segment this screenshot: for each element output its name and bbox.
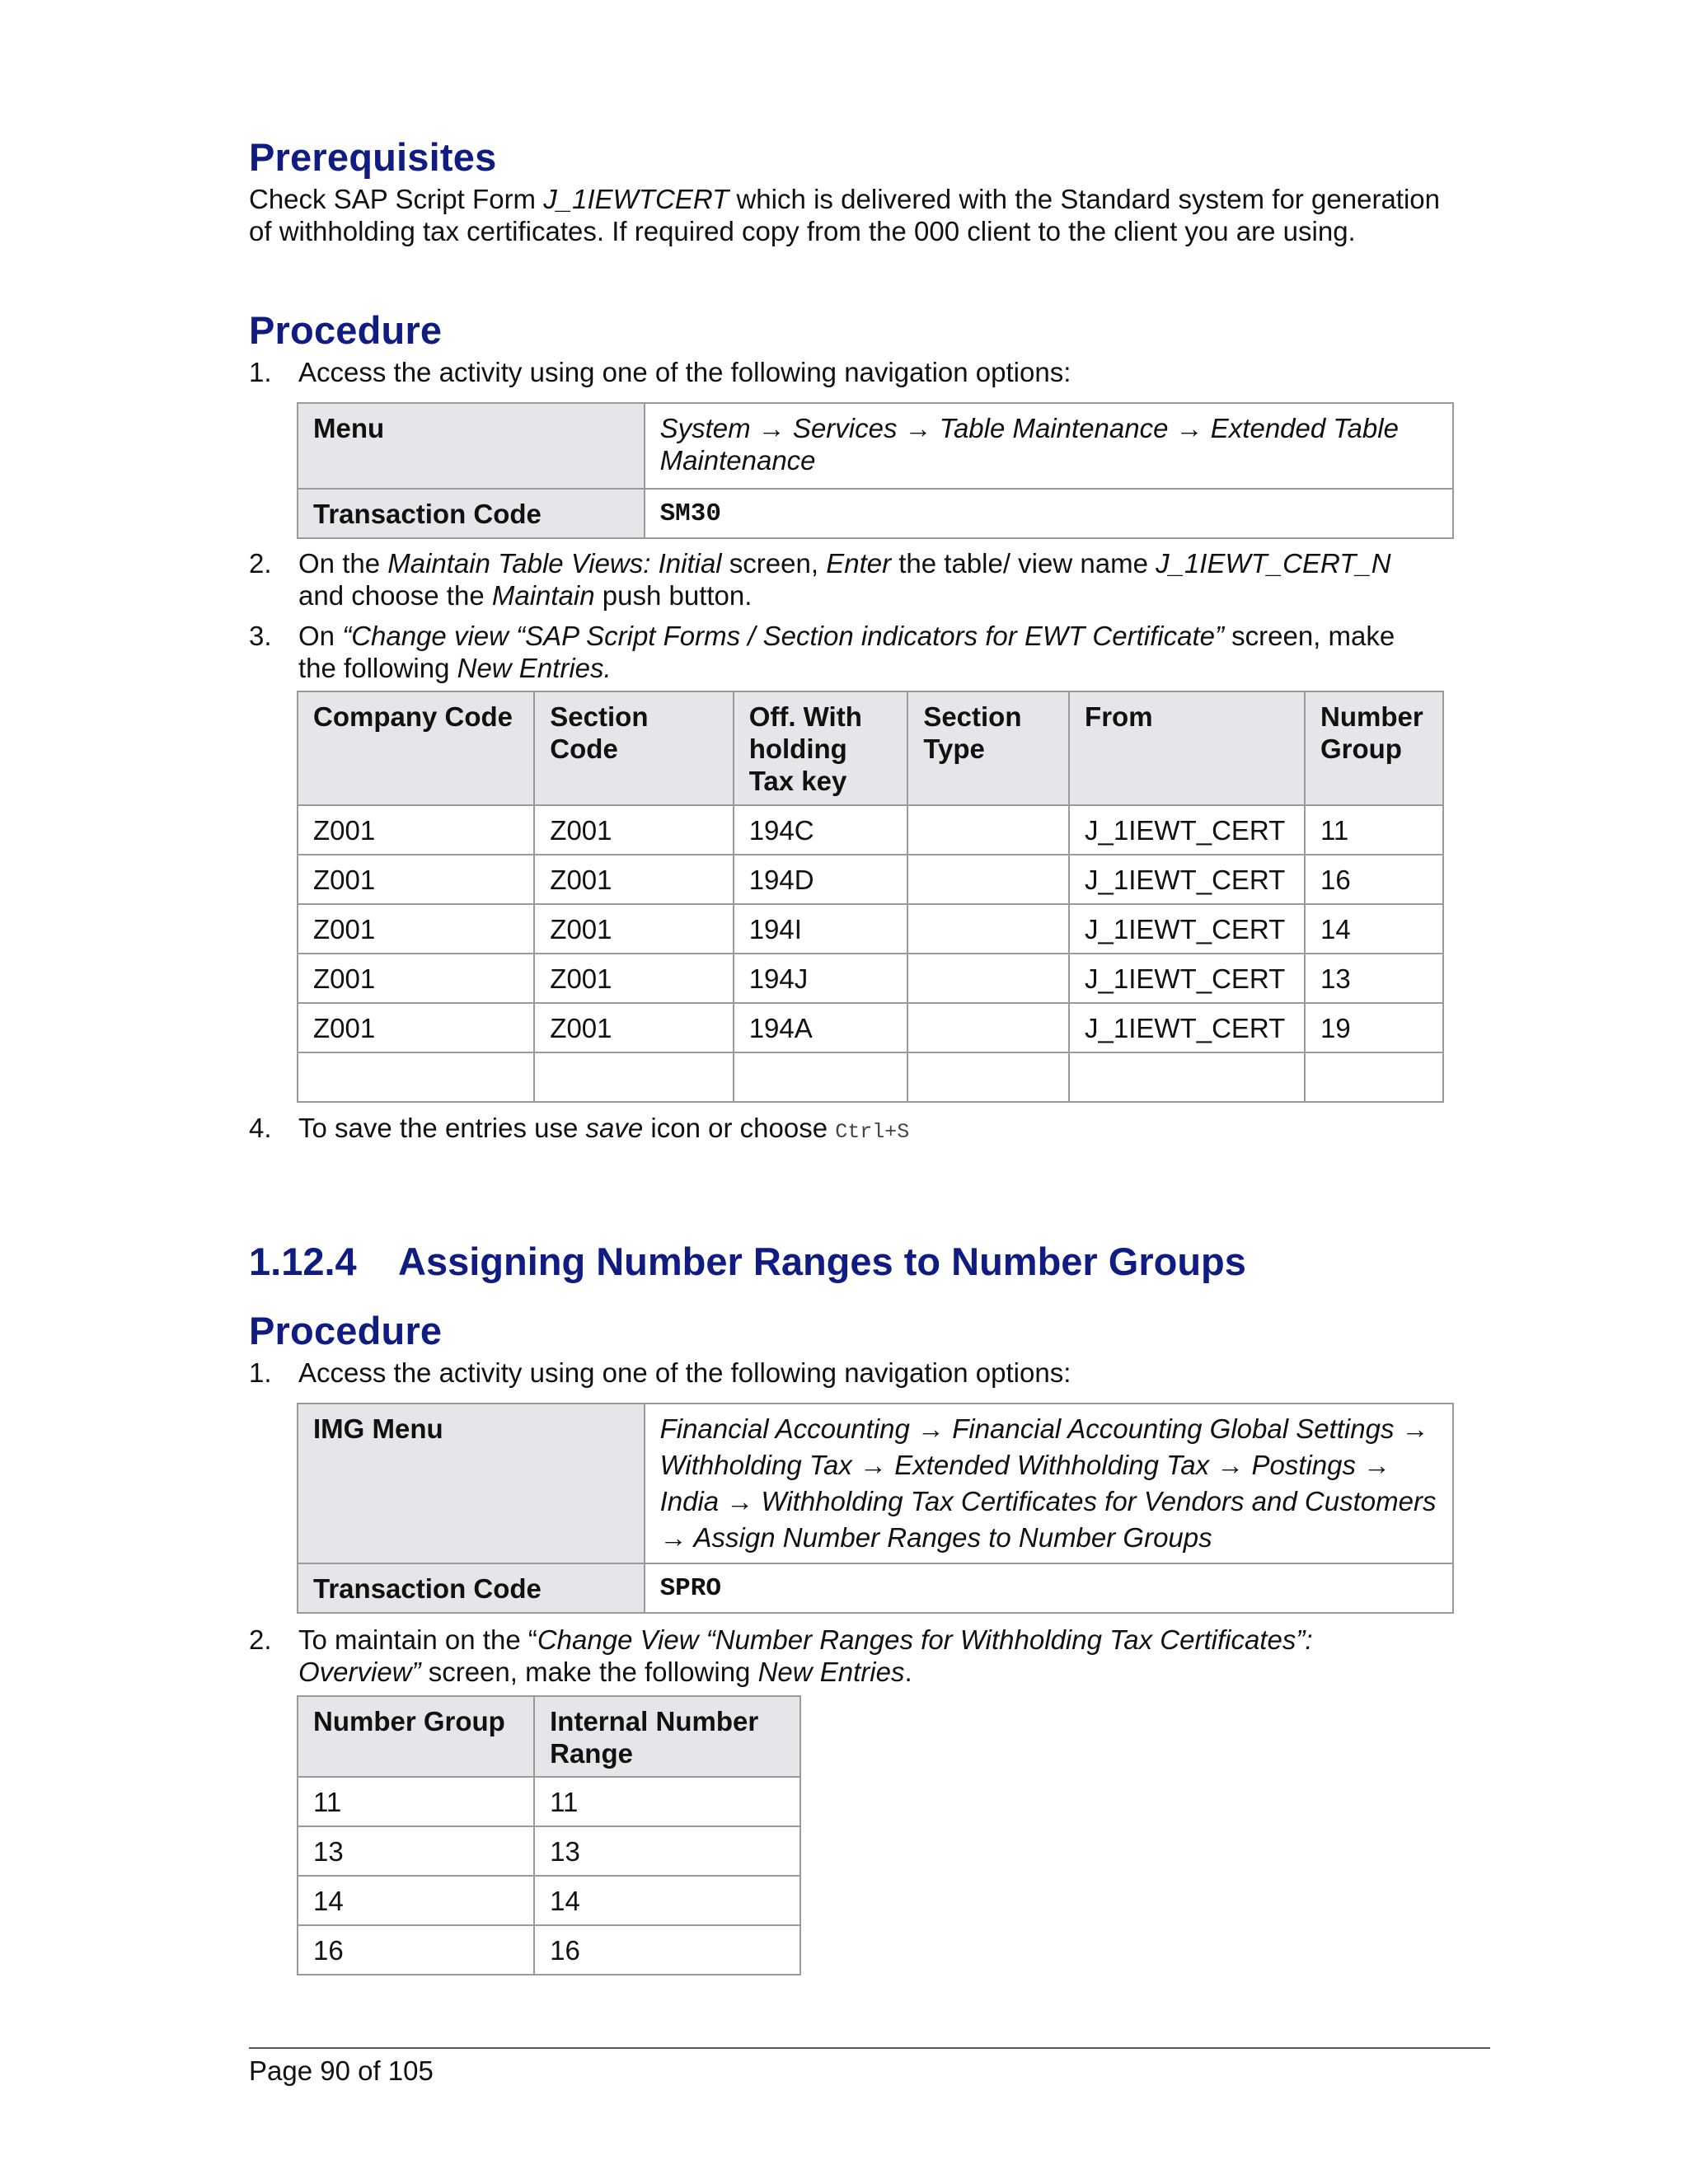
step-4: 4. To save the entries use save icon or choose Ctrl+S xyxy=(249,1113,910,1144)
img-menu-path: Financial Accounting → Financial Accounting Global Settings → Withholding Tax → Extended Withholding Tax → Postings → India → Withholding Tax Certificates for Vendors and Customers → Assign Number Ranges to Number Groups xyxy=(645,1404,1453,1563)
form-name: J_1IEWTCERT xyxy=(543,184,729,215)
table-row xyxy=(298,1777,800,1826)
page-number: Page 90 of 105 xyxy=(249,2055,434,2086)
cell: 194D xyxy=(734,855,908,904)
cell: 194C xyxy=(734,805,908,855)
cell xyxy=(907,805,1069,855)
cell: 194I xyxy=(734,904,908,954)
keyboard-shortcut: Ctrl+S xyxy=(835,1120,910,1144)
header-withholding-tax-key: Off. With holding Tax key xyxy=(734,691,908,805)
cell: Z001 xyxy=(534,904,733,954)
cell: 11 xyxy=(534,1777,800,1826)
header-section-type: Section Type xyxy=(907,691,1069,805)
prerequisites-text: Check SAP Script Form J_1IEWTCERT which is delivered with the Standard system for generation of withholding tax certificates. If required copy from the 000 client to the client you are using. xyxy=(249,184,1441,247)
transaction-code-label: Transaction Code xyxy=(298,489,645,538)
cell xyxy=(907,904,1069,954)
procedure-heading-2: Procedure xyxy=(249,1309,443,1352)
table-row xyxy=(298,855,1443,904)
cell: 11 xyxy=(1305,805,1443,855)
header-company-code: Company Code xyxy=(298,691,534,805)
step-2: 2. On the Maintain Table Views: Initial screen, Enter the table/ view name J_1IEWT_CERT_N and choose the Maintain push button. xyxy=(249,548,1391,611)
cell: Z001 xyxy=(534,1003,733,1052)
cell xyxy=(1069,1052,1305,1102)
steps-2-3 xyxy=(249,547,1440,684)
cell xyxy=(907,855,1069,904)
cell: J_1IEWT_CERT xyxy=(1069,805,1305,855)
header-internal-number-range: Internal Number Range xyxy=(534,1696,800,1777)
step-3: 3. On “Change view “SAP Script Forms / Section indicators for EWT Certificate” screen, make the following New Entries. xyxy=(249,621,1395,683)
procedure-heading-1: Procedure xyxy=(249,308,443,352)
cell xyxy=(534,1052,733,1102)
table-row-empty xyxy=(298,1052,1443,1102)
cell: J_1IEWT_CERT xyxy=(1069,904,1305,954)
cell: Z001 xyxy=(298,954,534,1003)
cell: Z001 xyxy=(534,855,733,904)
cell: 13 xyxy=(298,1826,534,1876)
table-row xyxy=(298,954,1443,1003)
cell: Z001 xyxy=(298,855,534,904)
section-title: Assigning Number Ranges to Number Groups xyxy=(398,1240,1246,1283)
table-row xyxy=(298,1925,800,1975)
cell: 13 xyxy=(1305,954,1443,1003)
menu-path: System → Services → Table Maintenance → Extended Table Maintenance xyxy=(645,403,1453,489)
navigation-table-2 xyxy=(297,1403,1454,1614)
footer-divider xyxy=(249,2047,1490,2049)
cell xyxy=(298,1052,534,1102)
table-row xyxy=(298,805,1443,855)
header-section-code: Section Code xyxy=(534,691,733,805)
number-ranges-table xyxy=(297,1695,801,1975)
header-from: From xyxy=(1069,691,1305,805)
cell: J_1IEWT_CERT xyxy=(1069,855,1305,904)
cell xyxy=(907,1052,1069,1102)
menu-label: Menu xyxy=(298,403,645,489)
table-row xyxy=(298,1003,1443,1052)
header-number-group-2: Number Group xyxy=(298,1696,534,1777)
procedure-section-1 xyxy=(249,308,1440,388)
cell: 16 xyxy=(1305,855,1443,904)
cell xyxy=(734,1052,908,1102)
cell: 194A xyxy=(734,1003,908,1052)
cell: 14 xyxy=(534,1876,800,1925)
cell: 16 xyxy=(534,1925,800,1975)
cell: Z001 xyxy=(298,904,534,954)
section-number: 1.12.4 xyxy=(249,1240,357,1283)
cell: 16 xyxy=(298,1925,534,1975)
section-heading xyxy=(249,1240,1568,1284)
new-entries-table xyxy=(297,691,1444,1103)
cell: Z001 xyxy=(534,954,733,1003)
cell: J_1IEWT_CERT xyxy=(1069,1003,1305,1052)
transaction-code-value: SM30 xyxy=(645,489,1453,538)
step-2b: 2. To maintain on the “Change View “Number Ranges for Withholding Tax Certificates”: Overview” screen, make the following New Entries. xyxy=(249,1624,1313,1687)
cell: Z001 xyxy=(534,805,733,855)
cell xyxy=(907,1003,1069,1052)
cell: Z001 xyxy=(298,1003,534,1052)
cell: 13 xyxy=(534,1826,800,1876)
img-menu-label: IMG Menu xyxy=(298,1404,645,1563)
procedure-section-2 xyxy=(249,1309,1440,1389)
transaction-code-value-2: SPRO xyxy=(645,1563,1453,1613)
table-row xyxy=(298,904,1443,954)
table-row xyxy=(298,1826,800,1876)
cell: Z001 xyxy=(298,805,534,855)
cell: 194J xyxy=(734,954,908,1003)
cell: 14 xyxy=(298,1876,534,1925)
transaction-code-label-2: Transaction Code xyxy=(298,1563,645,1613)
cell xyxy=(1305,1052,1443,1102)
navigation-table-1 xyxy=(297,402,1454,539)
cell: 11 xyxy=(298,1777,534,1826)
cell: 19 xyxy=(1305,1003,1443,1052)
cell: 14 xyxy=(1305,904,1443,954)
table-row xyxy=(298,1876,800,1925)
header-number-group: Number Group xyxy=(1305,691,1443,805)
step-1: 1. Access the activity using one of the following navigation options: xyxy=(249,357,1071,388)
step-1b: 1. Access the activity using one of the following navigation options: xyxy=(249,1357,1071,1389)
cell: J_1IEWT_CERT xyxy=(1069,954,1305,1003)
prerequisites-heading: Prerequisites xyxy=(249,135,497,179)
prerequisites-section xyxy=(249,135,1440,247)
cell xyxy=(907,954,1069,1003)
